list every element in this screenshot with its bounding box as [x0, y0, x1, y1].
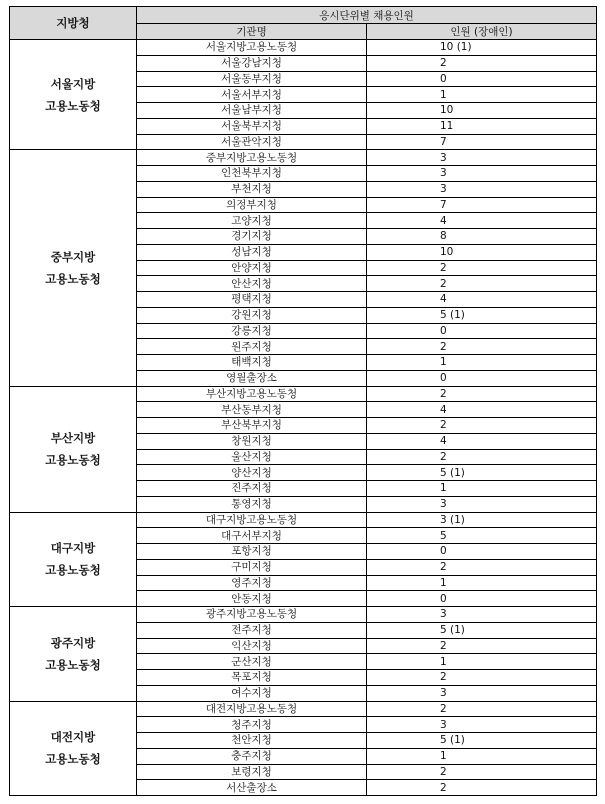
office-name: 대구지방고용노동청 [137, 512, 367, 528]
office-count: 2 [367, 764, 597, 780]
region-name-line1: 대전지방 [50, 730, 96, 745]
office-name: 부산북부지청 [137, 418, 367, 434]
office-count: 5 (1) [367, 622, 597, 638]
office-name: 군산지청 [137, 654, 367, 670]
office-count: 5 (1) [367, 307, 597, 323]
header-region: 지방청 [10, 7, 137, 40]
region-cell [10, 512, 137, 607]
office-count: 1 [367, 748, 597, 764]
office-count: 1 [367, 654, 597, 670]
office-name: 부천지청 [137, 181, 367, 197]
office-count: 5 (1) [367, 465, 597, 481]
office-count: 4 [367, 292, 597, 308]
region-cell [10, 607, 137, 702]
office-count: 1 [367, 87, 597, 103]
region-name-line2: 고용노동청 [45, 657, 101, 672]
office-count: 2 [367, 276, 597, 292]
office-count: 2 [367, 55, 597, 71]
region-name-line1: 부산지방 [50, 431, 96, 445]
office-name: 서울동부지청 [137, 71, 367, 87]
office-name: 강원지청 [137, 307, 367, 323]
office-name: 서울강남지청 [137, 55, 367, 71]
office-name: 영주지청 [137, 575, 367, 591]
region-name-line1: 대구지방 [50, 541, 96, 556]
region-cell [10, 386, 137, 512]
office-name: 울산지청 [137, 449, 367, 465]
office-count: 2 [367, 780, 597, 796]
office-count: 0 [367, 323, 597, 339]
office-name: 대전지방고용노동청 [137, 701, 367, 717]
office-name: 구미지청 [137, 559, 367, 575]
recruitment-table-wrapper [9, 6, 597, 796]
region-cell [10, 150, 137, 386]
office-count: 2 [367, 418, 597, 434]
office-count: 3 (1) [367, 512, 597, 528]
office-name: 여수지청 [137, 685, 367, 701]
header-count: 인원 (장애인) [367, 24, 597, 40]
region-name-line1: 광주지방 [50, 635, 96, 650]
office-name: 영월출장소 [137, 370, 367, 386]
office-name: 원주지청 [137, 339, 367, 355]
office-name: 인천북부지청 [137, 166, 367, 182]
office-count: 3 [367, 685, 597, 701]
office-count: 0 [367, 544, 597, 560]
office-name: 경기지청 [137, 229, 367, 245]
office-count: 4 [367, 433, 597, 449]
office-name: 의정부지청 [137, 197, 367, 213]
office-name: 충주지청 [137, 748, 367, 764]
office-name: 서울관악지청 [137, 134, 367, 150]
region-name-line2: 고용노동청 [45, 752, 101, 767]
table-row [10, 701, 597, 717]
office-name: 서울서부지청 [137, 87, 367, 103]
office-name: 부산지방고용노동청 [137, 386, 367, 402]
office-count: 10 [367, 103, 597, 119]
office-count: 4 [367, 402, 597, 418]
region-name-line2: 고용노동청 [45, 453, 101, 467]
office-count: 5 [367, 528, 597, 544]
region-name-line2: 고용노동청 [45, 563, 101, 578]
office-count: 3 [367, 496, 597, 512]
table-header [10, 7, 597, 40]
office-count: 7 [367, 134, 597, 150]
office-count: 2 [367, 638, 597, 654]
office-name: 보령지청 [137, 764, 367, 780]
region-name-line2: 고용노동청 [45, 271, 101, 286]
office-name: 안동지청 [137, 591, 367, 607]
office-count: 3 [367, 607, 597, 623]
office-count: 2 [367, 670, 597, 686]
office-name: 서산출장소 [137, 780, 367, 796]
office-count: 2 [367, 701, 597, 717]
region-name-line1: 서울지방 [50, 76, 96, 91]
office-count: 1 [367, 355, 597, 371]
office-name: 서울지방고용노동청 [137, 40, 367, 56]
office-name: 대구서부지청 [137, 528, 367, 544]
office-name: 포항지청 [137, 544, 367, 560]
office-name: 익산지청 [137, 638, 367, 654]
region-cell [10, 701, 137, 796]
office-name: 청주지청 [137, 717, 367, 733]
table-row [10, 386, 597, 402]
office-name: 강릉지청 [137, 323, 367, 339]
office-name: 태백지청 [137, 355, 367, 371]
office-count: 2 [367, 386, 597, 402]
office-count: 0 [367, 370, 597, 386]
table-row [10, 607, 597, 623]
office-name: 안양지청 [137, 260, 367, 276]
office-count: 5 (1) [367, 733, 597, 749]
office-count: 7 [367, 197, 597, 213]
office-name: 안산지청 [137, 276, 367, 292]
region-name-line2: 고용노동청 [45, 98, 101, 113]
office-name: 중부지방고용노동청 [137, 150, 367, 166]
table-body [10, 40, 597, 796]
office-count: 2 [367, 449, 597, 465]
office-name: 진주지청 [137, 481, 367, 497]
table-row [10, 150, 597, 166]
office-count: 3 [367, 717, 597, 733]
office-count: 0 [367, 71, 597, 87]
office-count: 2 [367, 339, 597, 355]
table-row [10, 40, 597, 56]
office-name: 양산지청 [137, 465, 367, 481]
office-name: 부산동부지청 [137, 402, 367, 418]
office-count: 10 (1) [367, 40, 597, 56]
office-name: 서울북부지청 [137, 118, 367, 134]
office-count: 10 [367, 244, 597, 260]
header-office: 기관명 [137, 24, 367, 40]
office-count: 3 [367, 150, 597, 166]
region-cell [10, 40, 137, 150]
recruitment-table [9, 6, 597, 796]
office-name: 통영지청 [137, 496, 367, 512]
office-name: 고양지청 [137, 213, 367, 229]
region-name-line1: 중부지방 [50, 249, 96, 264]
office-count: 8 [367, 229, 597, 245]
office-count: 2 [367, 559, 597, 575]
office-name: 창원지청 [137, 433, 367, 449]
office-count: 0 [367, 591, 597, 607]
office-count: 3 [367, 166, 597, 182]
office-name: 목포지청 [137, 670, 367, 686]
office-name: 전주지청 [137, 622, 367, 638]
office-name: 광주지방고용노동청 [137, 607, 367, 623]
office-name: 평택지청 [137, 292, 367, 308]
office-name: 서울남부지청 [137, 103, 367, 119]
office-count: 3 [367, 181, 597, 197]
office-count: 2 [367, 260, 597, 276]
office-name: 천안지청 [137, 733, 367, 749]
office-name: 성남지청 [137, 244, 367, 260]
office-count: 1 [367, 481, 597, 497]
office-count: 4 [367, 213, 597, 229]
header-group-title: 응시단위별 채용인원 [137, 7, 597, 24]
table-row [10, 512, 597, 528]
office-count: 11 [367, 118, 597, 134]
office-count: 1 [367, 575, 597, 591]
